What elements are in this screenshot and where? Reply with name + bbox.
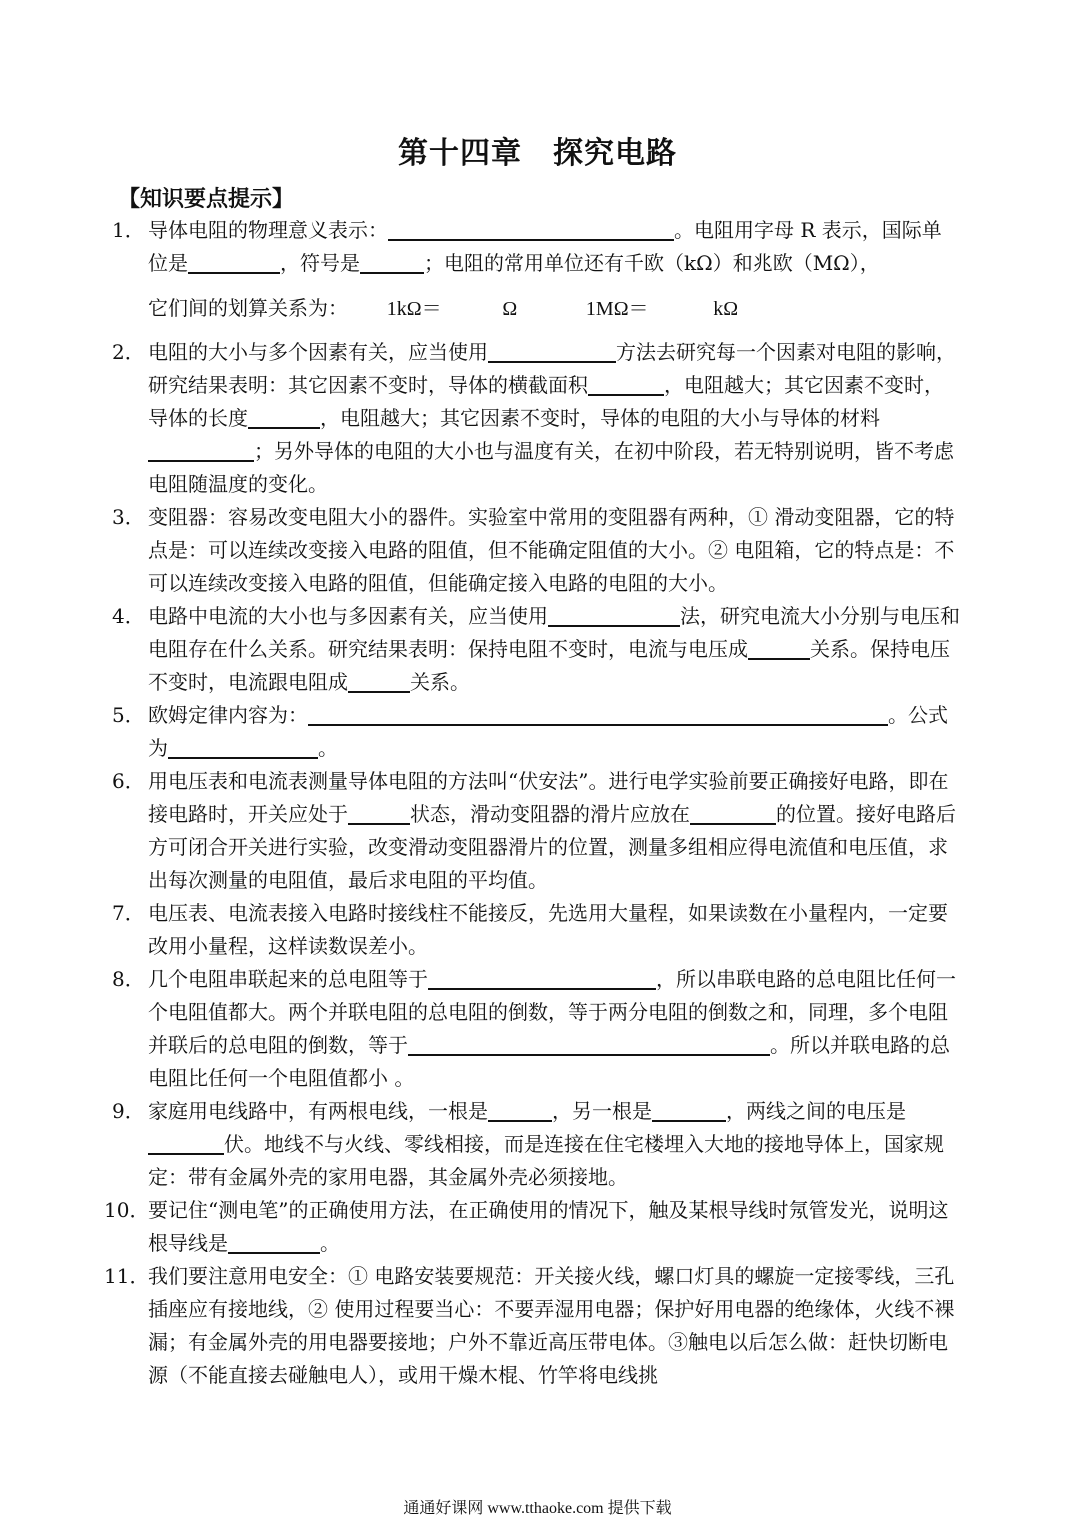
list-item-2: [112, 336, 960, 501]
item-text: 电压表、电流表接入电路时接线柱不能接反，先选用大量程，如果读数在小量程内，一定要改用小量程，这样读数误差小。: [148, 901, 948, 958]
item-text: ，电阻越大；其它因素不变时，导体的长度: [148, 373, 944, 430]
answer-blank[interactable]: [348, 669, 410, 693]
list-item-3: [112, 501, 960, 600]
item-number: 10．: [104, 1198, 150, 1222]
item-text: 关系。保持电压不变时，电流跟电阻成: [148, 637, 950, 694]
answer-blank[interactable]: [148, 1131, 224, 1155]
item-text: ；电阻的常用单位还有千欧（kΩ）和兆欧（MΩ），: [424, 251, 880, 275]
formula-mega-ohm: 1MΩ＝: [585, 298, 649, 320]
item-text: 要记住“测电笔”的正确使用方法，在正确使用的情况下，触及某根导线时氖管发光，说明这根导线是: [148, 1198, 949, 1255]
answer-blank[interactable]: [748, 636, 810, 660]
answer-blank[interactable]: [488, 339, 616, 363]
item-number: 3．: [112, 505, 145, 529]
item-text: 。所以并联电路的总电阻比任何一个电阻值都小 。: [148, 1033, 950, 1090]
answer-blank[interactable]: [408, 1032, 770, 1056]
list-item-6: [112, 765, 960, 897]
answer-blank[interactable]: [228, 1230, 320, 1254]
answer-blank[interactable]: [690, 801, 776, 825]
answer-blank[interactable]: [308, 702, 888, 726]
item-text: ，两线之间的电压是: [726, 1099, 906, 1123]
item-number: 9．: [112, 1099, 145, 1123]
item-number: 11．: [104, 1264, 150, 1288]
item-text: 伏。地线不与火线、零线相接，而是连接在住宅楼埋入大地的接地导体上，国家规定：带有金属外壳的家用电器，其金属外壳必须接地。: [148, 1132, 944, 1189]
item-number: 5．: [112, 703, 145, 727]
answer-blank[interactable]: [388, 217, 674, 241]
answer-blank[interactable]: [168, 735, 318, 759]
list-item-1: [112, 214, 960, 326]
answer-blank[interactable]: [428, 966, 656, 990]
list-item-10: [104, 1194, 960, 1260]
item-number: 7．: [112, 901, 145, 925]
unit-ohm: Ω: [502, 298, 518, 320]
item-text: 导体电阻的物理意义表示：: [148, 218, 388, 242]
item-text: 方法去研究每一个因素对电阻的影响，研究结果表明：其它因素不变时，导体的横截面积: [148, 340, 956, 397]
answer-blank[interactable]: [652, 1098, 726, 1122]
unit-conversion-line: [148, 292, 960, 326]
answer-blank[interactable]: [488, 1098, 552, 1122]
item-number: 8．: [112, 967, 145, 991]
answer-blank[interactable]: [248, 405, 320, 429]
answer-blank[interactable]: [348, 801, 410, 825]
item-text: 变阻器：容易改变电阻大小的器件。实验室中常用的变阻器有两种，① 滑动变阻器，它的特点是：可以连续改变接入电路的阻值，但不能确定阻值的大小。② 电阻箱，它的特点是：不可以连续改变接入电路的阻值，但能确定接入电路的电阻的大小。: [148, 505, 955, 595]
knowledge-points-list: [104, 214, 960, 1392]
item-text: 。电阻用字母 R 表示，国际单位是: [148, 218, 942, 275]
item-text: 。: [320, 1231, 340, 1255]
answer-blank[interactable]: [188, 250, 280, 274]
answer-blank[interactable]: [588, 372, 664, 396]
item-text: 状态，滑动变阻器的滑片应放在: [410, 802, 690, 826]
item-text: 我们要注意用电安全：① 电路安装要规范：开关接火线，螺口灯具的螺旋一定接零线，三孔插座应有接地线，② 使用过程要当心：不要弄湿用电器；保护好用电器的绝缘体，火线不裸漏；有金属外壳的用电器要接地；户外不靠近高压带电体。③触电以后怎么做：赶快切断电源（不能直接去碰触电人），或用干燥木棍、竹竿将电线挑: [148, 1264, 955, 1387]
item-text: ，电阻越大；其它因素不变时，导体的电阻的大小与导体的材料: [320, 406, 880, 430]
item-text: 几个电阻串联起来的总电阻等于: [148, 967, 428, 991]
item-text: 。: [318, 736, 338, 760]
item-text: 电阻的大小与多个因素有关，应当使用: [148, 340, 488, 364]
answer-blank[interactable]: [148, 438, 254, 462]
item-text: ，另一根是: [552, 1099, 652, 1123]
item-text: 用电压表和电流表测量导体电阻的方法叫“伏安法”。进行电学实验前要正确接好电路，即在接电路时，开关应处于: [148, 769, 949, 826]
item-number: 4．: [112, 604, 145, 628]
item-text: ；另外导体的电阻的大小也与温度有关，在初中阶段，若无特别说明，皆不考虑电阻随温度的变化。: [148, 439, 954, 496]
chapter-title: 第十四章 探究电路: [398, 136, 677, 171]
item-text: 它们间的划算关系为：: [148, 296, 348, 320]
formula-kilo-ohm: 1kΩ＝: [386, 298, 442, 320]
list-item-4: [112, 600, 960, 699]
item-text: 关系。: [410, 670, 470, 694]
item-number: 2．: [112, 340, 145, 364]
item-number: 1．: [112, 218, 145, 242]
unit-kilo-ohm: kΩ: [713, 298, 739, 320]
item-text: 的位置。接好电路后方可闭合开关进行实验，改变滑动变阻器滑片的位置，测量多组相应得电流值和电压值，求出每次测量的电阻值，最后求电阻的平均值。: [148, 802, 956, 892]
item-text: 家庭用电线路中，有两根电线，一根是: [148, 1099, 488, 1123]
item-text: 。公式为: [148, 703, 948, 760]
item-text: ，所以串联电路的总电阻比任何一个电阻值都大。两个并联电阻的总电阻的倒数，等于两分电阻的倒数之和，同理，多个电阻并联后的总电阻的倒数，等于: [148, 967, 956, 1057]
item-number: 6．: [112, 769, 145, 793]
list-item-11: [104, 1260, 960, 1392]
item-text: 法，研究电流大小分别与电压和电阻存在什么关系。研究结果表明：保持电阻不变时，电流与电压成: [148, 604, 960, 661]
item-text: ，符号是: [280, 251, 360, 275]
answer-blank[interactable]: [548, 603, 680, 627]
list-item-9: [112, 1095, 960, 1194]
list-item-8: [112, 963, 960, 1095]
item-text: 电路中电流的大小也与多因素有关，应当使用: [148, 604, 548, 628]
page-footer: 通通好课网 www.tthaoke.com 提供下载: [403, 1500, 672, 1517]
list-item-7: [112, 897, 960, 963]
list-item-5: [112, 699, 960, 765]
answer-blank[interactable]: [360, 250, 424, 274]
section-heading: 【知识要点提示】: [118, 186, 295, 212]
item-text: 欧姆定律内容为：: [148, 703, 308, 727]
